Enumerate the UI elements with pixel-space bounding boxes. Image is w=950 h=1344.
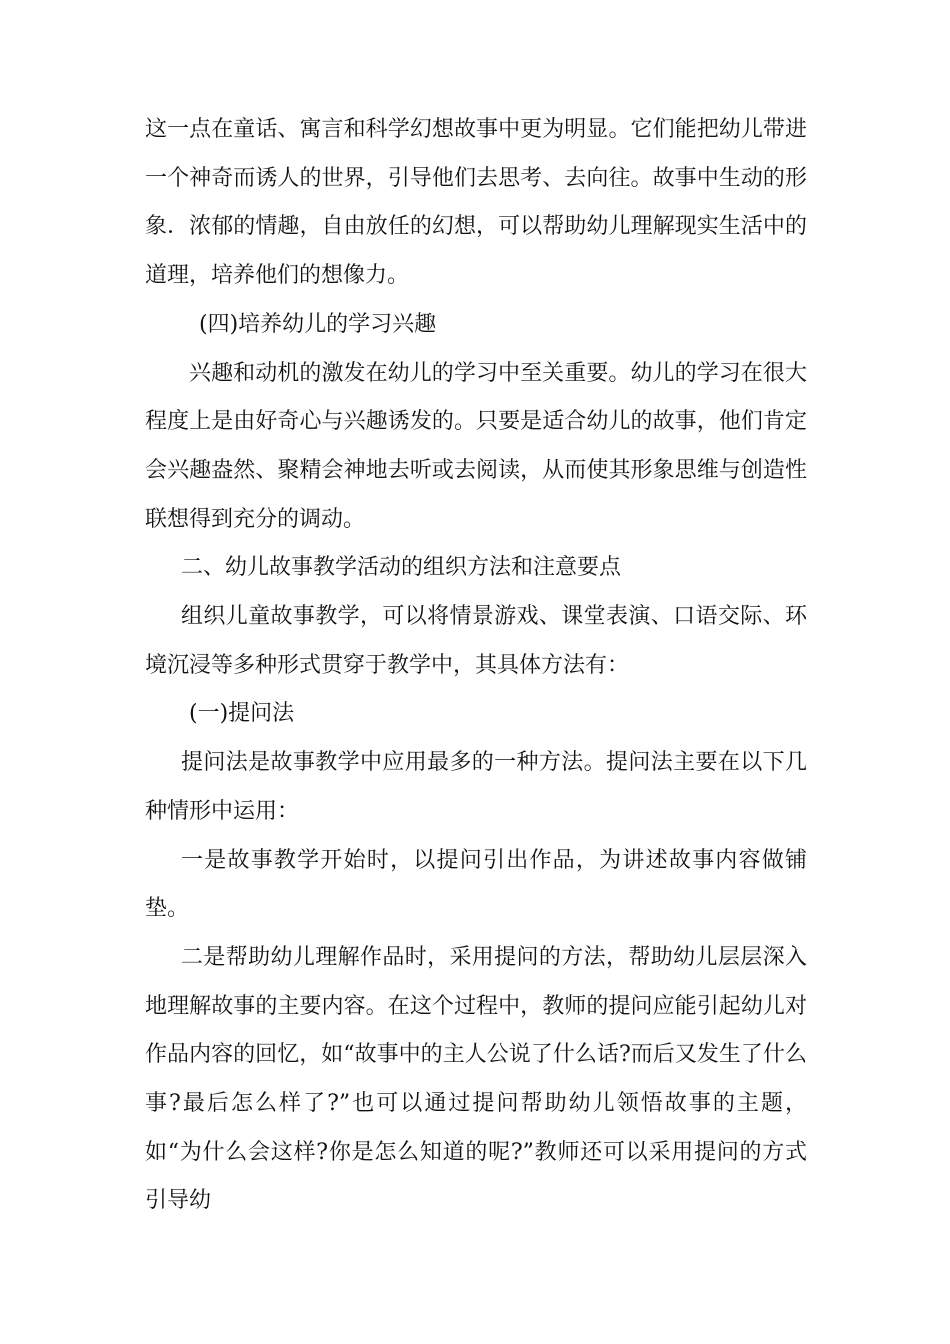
chapter-heading-organization-methods: 二、幼儿故事教学活动的组织方法和注意要点	[181, 555, 622, 581]
paragraph-questioning-intro: 提问法是故事教学中应用最多的一种方法。提问法主要在以下几种情形中运用：	[145, 750, 807, 824]
section-heading-questioning-method: (一)提问法	[189, 701, 295, 727]
section-heading-learning-interest: (四)培养幼儿的学习兴趣	[199, 311, 437, 337]
paragraph-case-two: 二是帮助幼儿理解作品时，采用提问的方法，帮助幼儿层层深入地理解故事的主要内容。在这个过程中，教师的提问应能引起幼儿对作品内容的回忆，如“故事中的主人公说了什么话?而后又发生了什么事?最后怎么样了?”也可以通过提问帮助幼儿领悟故事的主题，如“为什么会这样?你是怎么知道的呢?”教师还可以采用提问的方式引导幼	[145, 944, 807, 1214]
paragraph-case-one: 一是故事教学开始时，以提问引出作品，为讲述故事内容做铺垫。	[145, 847, 807, 922]
paragraph-organize-teaching: 组织儿童故事教学，可以将情景游戏、课堂表演、口语交际、环境沉浸等多种形式贯穿于教学中，其具体方法有：	[145, 604, 807, 678]
paragraph-interest-motivation: 兴趣和动机的激发在幼儿的学习中至关重要。幼儿的学习在很大程度上是由好奇心与兴趣诱发的。只要是适合幼儿的故事，他们肯定会兴趣盎然、聚精会神地去听或去阅读，从而使其形象思维与创造性联想得到充分的调动。	[145, 360, 807, 532]
paragraph-fantasy-stories: 这一点在童话、寓言和科学幻想故事中更为明显。它们能把幼儿带进一个神奇而诱人的世界，引导他们去思考、去向往。故事中生动的形象．浓郁的情趣，自由放任的幻想，可以帮助幼儿理解现实生活中的道理，培养他们的想像力。	[145, 117, 807, 289]
document-body	[145, 106, 807, 1226]
